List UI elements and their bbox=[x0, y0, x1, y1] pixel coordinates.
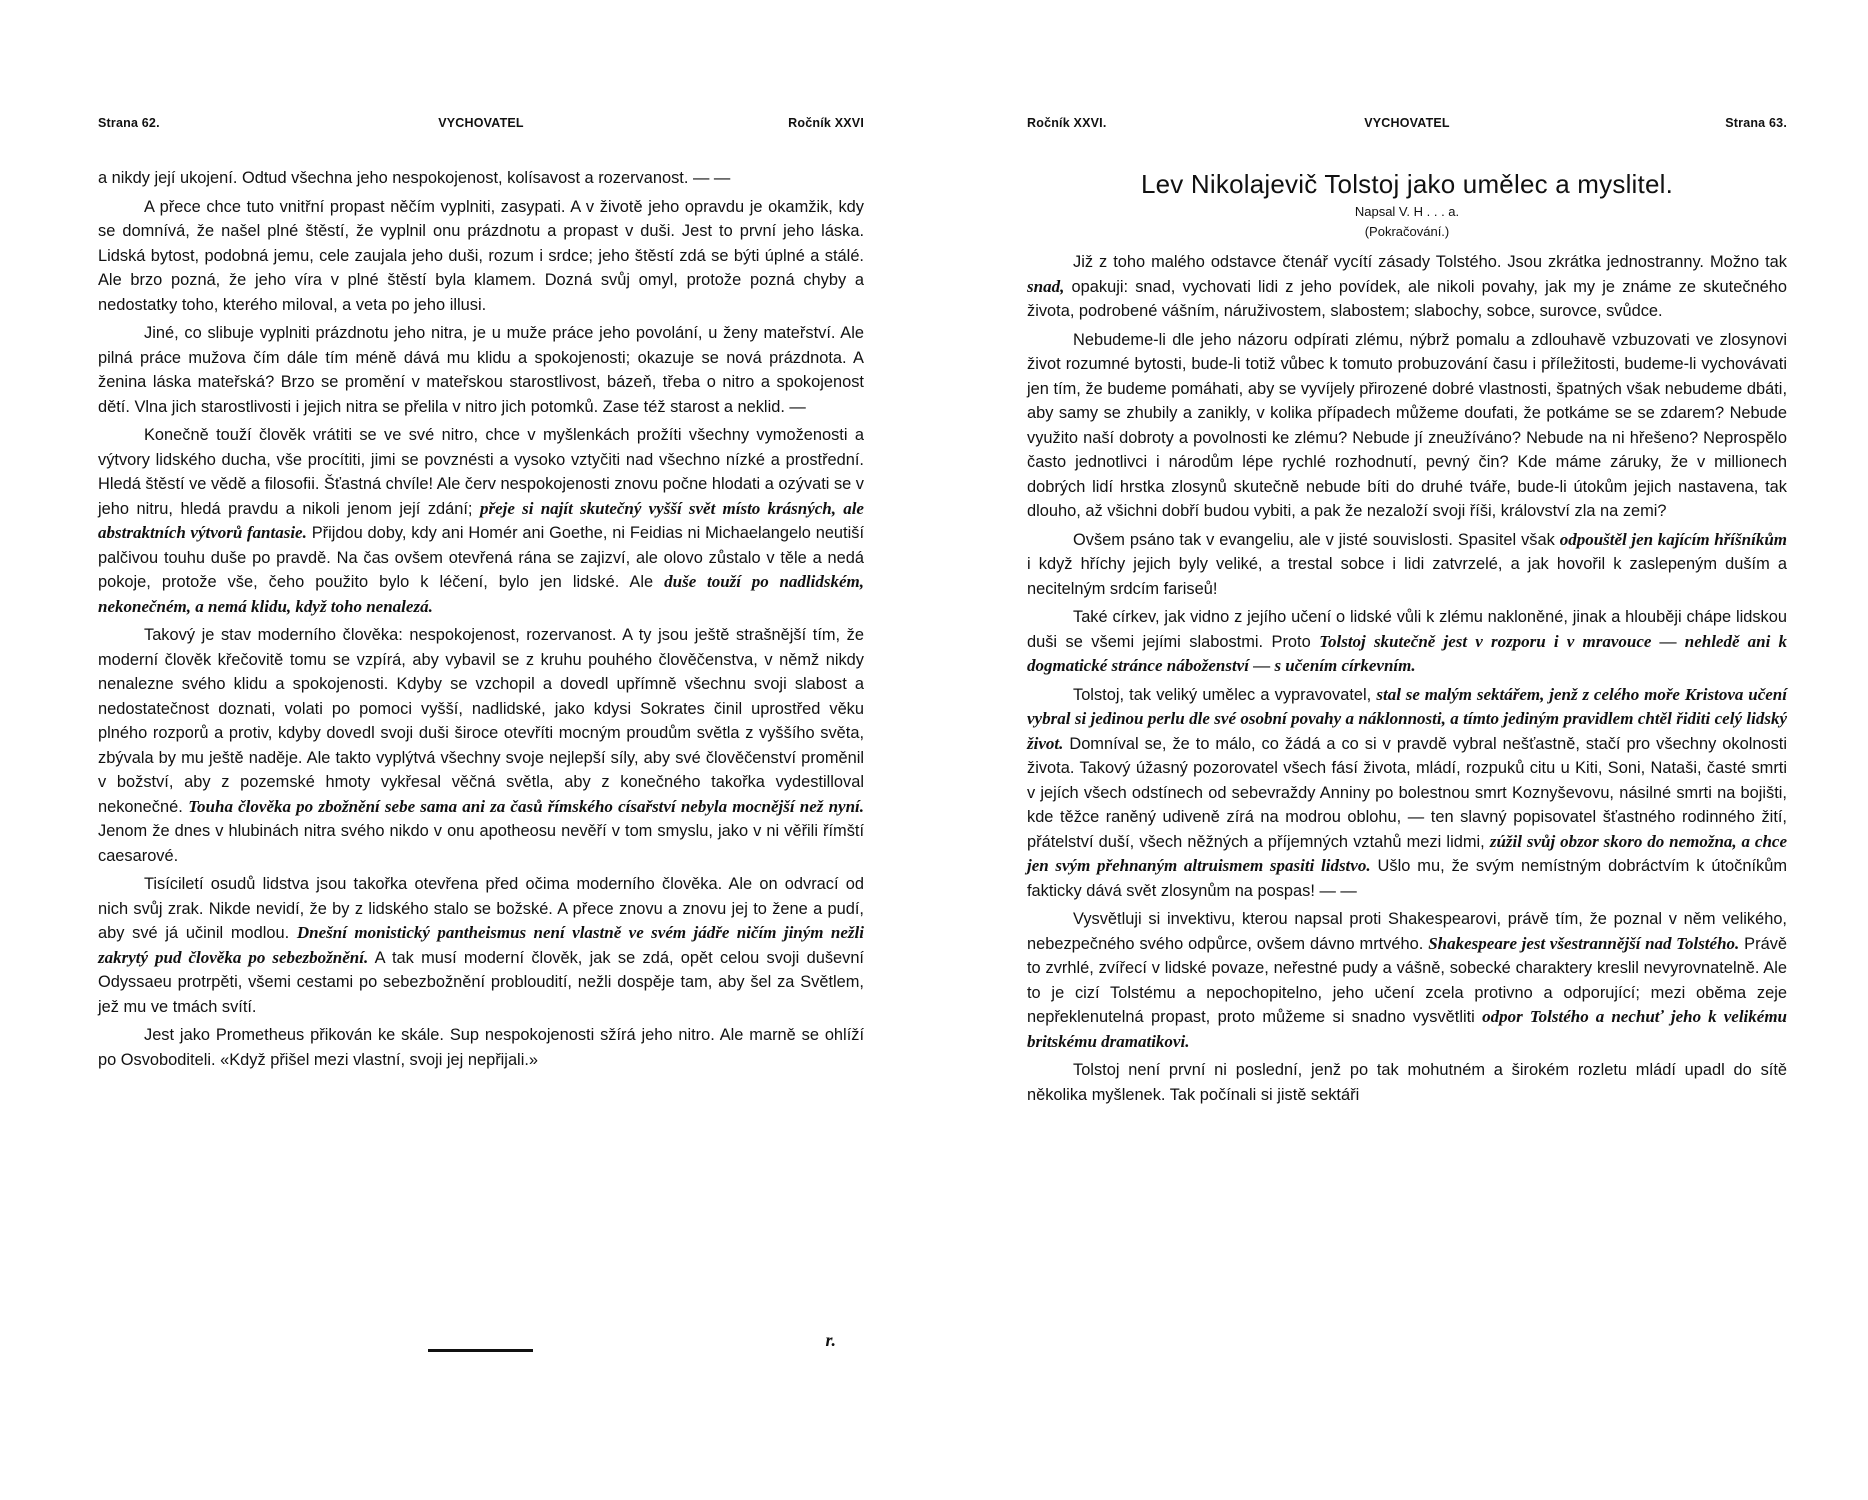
paragraph bbox=[98, 321, 864, 419]
text-run: Vysvětluji si invektivu, kterou napsal proti Shakespearovi, právě tím, že poznal v něm velikého, nebezpečného svého odpůrce, ovšem dávno mrtvého. bbox=[1027, 910, 1787, 953]
emphasized-text: přeje si najít skutečný vyšší svět místo krásných, ale abstraktních výtvorů fantasie. bbox=[98, 498, 864, 542]
paragraph bbox=[98, 1023, 864, 1072]
article-title: Lev Nikolajevič Tolstoj jako umělec a myslitel. bbox=[1140, 169, 1673, 199]
paragraph bbox=[1027, 683, 1787, 904]
text-run: opakuji: snad, vychovati lidi z jeho povídek, ale nikoli povahy, jak my je známe ze skutečného života, podrobené vášním, náruživostem, slabostem; slabochy, sobce, surovce, svůdce. bbox=[1027, 277, 1787, 320]
emphasized-text: odpouštěl jen kajícím hříšníkům bbox=[1559, 529, 1787, 549]
right-page bbox=[1027, 0, 1787, 1500]
text-run: A tak musí moderní člověk, jak se zdá, opět celou svoji duševní Odyssaeu protrpěti, všemi cestami po sebezbožnění probloudití, nežli dospěje tam, aby šel za Světlem, jež mu ve tmách svítí. bbox=[98, 948, 864, 1016]
text-run: A přece chce tuto vnitřní propast něčím vyplniti, zasypati. A v životě jeho opravdu je okamžik, kdy se domnívá, že našel plné štěstí, že vyplnil onu prázdnotu a propast v duši. Jest to první jeho láska. Lidská bytost, podobná jemu, cele zaujala jeho duši, rozum i srdce; jeho štěstí zdá se býti úplné a stálé. Ale brzo pozná, že jeho víra v plné štěstí byla klamem. Dozná svůj omyl, protože pozná chyby a nedostatky toho, kterého miloval, a veta po jeho illusi. bbox=[98, 197, 864, 314]
author-signature: r. bbox=[825, 1330, 836, 1350]
paragraph bbox=[1027, 328, 1787, 524]
text-run: i když hříchy jejich byly veliké, a trestal sobce i lidi zatvrzelé, a jak hovořil k zaslepeným duším a necitelným srdcím fariseů! bbox=[1027, 555, 1787, 598]
right-page-text bbox=[1027, 250, 1787, 1111]
volume-label: Ročník XXVI bbox=[788, 116, 864, 130]
text-run: Takový je stav moderního člověka: nespokojenost, rozervanost. A ty jsou ještě strašnější tím, že moderní člověk křečovitě tomu se vzpírá, aby vybavil se z kruhu pouhého člověčenstva, v němž nikdy nenalezne svého klidu a spokojenosti. Kdyby se vzchopil a dovedl upřímně všechnu svoji slabost a nedostatečnost doznati, volati po pomoci vyšší, nadlidské, jako kdysi Sokrates činil uprostřed věku plného rozporů a protiv, kdyby dovedl svoji duši široce otevříti mocným proudům světla z vyššího světa, zbývala by mu ještě naděje. Ale takto vyplýtvá všechny svoje nejlepší síly, aby své člověčenství proměnil v božství, aby z pozemské hmoty vykřesal věčná světla, aby z konečného takořka vydestilloval nekonečné. bbox=[98, 626, 864, 816]
paragraph bbox=[98, 623, 864, 868]
paragraph bbox=[1027, 605, 1787, 679]
paragraph bbox=[98, 872, 864, 1019]
page-number: Strana 62. bbox=[98, 116, 160, 130]
text-run: Již z toho malého odstavce čtenář vycítí zásady Tolstého. Jsou zkrátka jednostranny. Možno tak bbox=[1073, 253, 1787, 271]
text-run: Jiné, co slibuje vyplniti prázdnotu jeho nitra, je u muže práce jeho povolání, u ženy mateřství. Ale pilná práce mužova čím dále tím méně dává mu klidu a spokojenosti; okazuje se nová prázdnota. A ženina láska mateřská? Brzo se promění v mateřskou starostlivost, bázeň, třeba o nitro a spokojenost dětí. Vlna jich starostlivosti i jejich nitra se přelila v nitro jich potomků. Zase též starost a neklid. — bbox=[98, 324, 864, 416]
emphasized-text: zúžil svůj obzor skoro do nemožna, a chce jen svým přehnaným altruismem spasiti lidstvo. bbox=[1027, 831, 1787, 875]
emphasized-text: Shakespeare jest všestrannější nad Tolstého. bbox=[1428, 933, 1740, 953]
continued-note: (Pokračování.) bbox=[1364, 224, 1450, 239]
emphasized-text: duše touží po nadlidském, nekonečném, a nemá klidu, když toho nenalezá. bbox=[98, 572, 864, 616]
text-run: Ušlo mu, že svým nemístným dobráctvím k útočníkům fakticky dává svět zlosynům na pospas! — — bbox=[1027, 857, 1787, 900]
text-run: Nebudeme-li dle jeho názoru odpírati zlému, nýbrž pomalu a zdlouhavě vzbuzovati ve zlosynovi život rozumné bytosti, bude-li totiž vůbec k tomuto probuzování času i příležitosti, budeme-li vychovávati jen tím, že budeme pomáhati, aby se vyvíjely přirozené dobré vlastnosti, špatných však nebudeme dbáti, aby samy se zhubily a zanikly, v kolika případech můžeme doufati, že potkáme se se zdarem? Nebude využito naší dobroty a povolnosti ke zlému? Nebude jí zneužíváno? Nebude na ni hřešeno? Neprospělo často jednotlivci i národům lépe rychlé rozhodnutí, pevný čin? Kde máme záruky, že v millionech dobrých lidí hrstka zlosynů skutečně nebude bíti do druhé tváře, bude-li útokům jejich nastavena, tak dlouho, až všichni dobří budou vybiti, a pak že nezaloží svoji říši, království zla na zemi? bbox=[1027, 330, 1787, 520]
paragraph bbox=[98, 423, 864, 619]
paragraph bbox=[1027, 1058, 1787, 1107]
paragraph bbox=[1027, 907, 1787, 1054]
end-rule bbox=[428, 1349, 533, 1352]
emphasized-text: Tolstoj skutečně jest v rozporu i v mravouce — nehledě ani k dogmatické stránce náboženství — s učením církevním. bbox=[1027, 631, 1788, 675]
paragraph bbox=[98, 195, 864, 318]
text-run: Jest jako Prometheus přikován ke skále. Sup nespokojenosti sžírá jeho nitro. Ale marně se ohlíží po Osvoboditeli. «Když přišel mezi vlastní, svoji jej nepřijali.» bbox=[98, 1026, 864, 1069]
emphasized-text: stal se malým sektářem, jenž z celého moře Kristova učení vybral si jedinou perlu dle své osobní povahy a náklonnosti, a tímto jediným pravidlem chtěl řiditi celý lidský život. bbox=[1027, 684, 1787, 753]
article-heading bbox=[1027, 168, 1787, 242]
text-run: Také církev, jak vidno z jejího učení o lidské vůli k zlému nakloněné, jinak a hlouběji chápe lidskou duši se všemi jejími slabostmi. Proto bbox=[1027, 608, 1787, 651]
page-number: Strana 63. bbox=[1725, 116, 1787, 130]
text-run: a nikdy její ukojení. Odtud všechna jeho nespokojenost, kolísavost a rozervanost. — — bbox=[98, 169, 731, 187]
emphasized-text: snad, bbox=[1027, 276, 1065, 296]
text-run: Tolstoj, tak veliký umělec a vypravovatel, bbox=[1073, 685, 1377, 704]
paragraph bbox=[1027, 528, 1787, 602]
text-run: Právě to zvrhlé, zvířecí v lidské povaze, neřestné pudy a vášně, sobecké charaktery kreslil nevyrovnatelně. Ale to je cizí Tolstému a nepochopitelno, jeho učení zcela protivno a odporující; mezi oběma zeje nepřeklenutelná propast, proto můžeme si snadno vysvětliti bbox=[1027, 934, 1788, 1026]
text-run: Ovšem psáno tak v evangeliu, ale v jisté souvislosti. Spasitel však bbox=[1073, 530, 1560, 549]
text-run: Přijdou doby, kdy ani Homér ani Goethe, ni Feidias ni Michaelangelo neutiší palčivou touhu duše po pravdě. Na čas ovšem otevřená rána se zajizví, ale olovo zůstalo v těle a nedá pokoje, protože vše, čeho použito bylo k léčení, bylo jen lidské. Ale bbox=[98, 524, 864, 591]
volume-label: Ročník XXVI. bbox=[1027, 116, 1107, 130]
article-byline: Napsal V. H . . . a. bbox=[1354, 204, 1460, 219]
text-run: Domníval se, že to málo, co žádá a co si v pravdě vybral nešťastně, stačí pro všechny okolnosti života. Takový úžasný pozorovatel všech fásí života, mládí, rozpuků citu u Kiti, Soni, Nataši, časté smrti v jejích všech odstínech od sebevraždy Anniny po bolestnou smrt Koznyševovu, násilné smrti na bojišti, kde těžce raněný udiveně zírá na modrou oblohu, — ten slavný popisovatel šťastného rodinného žití, přátelství duší, všech něžných a příjemných vztahů mezi lidmi, bbox=[1027, 734, 1787, 851]
journal-title: VYCHOVATEL bbox=[438, 116, 524, 130]
emphasized-text: Touha člověka po zbožnění sebe sama ani za časů římského císařství nebyla mocnější než nyní. bbox=[188, 796, 864, 816]
journal-title: VYCHOVATEL bbox=[1364, 116, 1450, 130]
paragraph bbox=[1027, 250, 1787, 324]
text-run: Jenom že dnes v hlubinách nitra svého nikdo v onu apotheosu nevěří v tom smyslu, jako v ni věřili římští caesarové. bbox=[98, 822, 864, 865]
emphasized-text: Dnešní monistický pantheismus není vlastně ve svém jádře ničím jiným nežli zakrytý pud člověka po sebezbožnění. bbox=[98, 923, 864, 967]
left-page-header bbox=[98, 116, 864, 136]
paragraph bbox=[98, 166, 864, 191]
text-run: Konečně touží člověk vrátiti se ve své nitro, chce v myšlenkách prožíti všechny vymoženosti a výtvory lidského ducha, vše procítiti, jimi se povznésti a vysoko vztyčiti nad všechno nízké a prostřední. Hledá štěstí ve vědě a filosofii. Šťastná chvíle! Ale červ nespokojenosti znovu počne hlodati a ozývati se v jeho nitru, hledá pravdu a nikoli jenom její zdání; bbox=[98, 426, 865, 518]
emphasized-text: odpor Tolstého a nechuť jeho k velikému britskému dramatikovi. bbox=[1027, 1007, 1787, 1051]
right-page-header bbox=[1027, 116, 1787, 136]
left-page-text bbox=[98, 166, 864, 1076]
left-page bbox=[98, 0, 864, 1500]
text-run: Tolstoj není první ni poslední, jenž po tak mohutném a širokém rozletu mládí upadl do sítě několika myšlenek. Tak počínali si jistě sektáři bbox=[1027, 1061, 1787, 1104]
text-run: Tisíciletí osudů lidstva jsou takořka otevřena před očima moderního člověka. Ale on odvrací od nich svůj zrak. Nikde nevidí, že by z lidského stalo se božské. A přece znovu a znovu jej to žene a pudí, aby své já učinil modlou. bbox=[98, 875, 864, 942]
